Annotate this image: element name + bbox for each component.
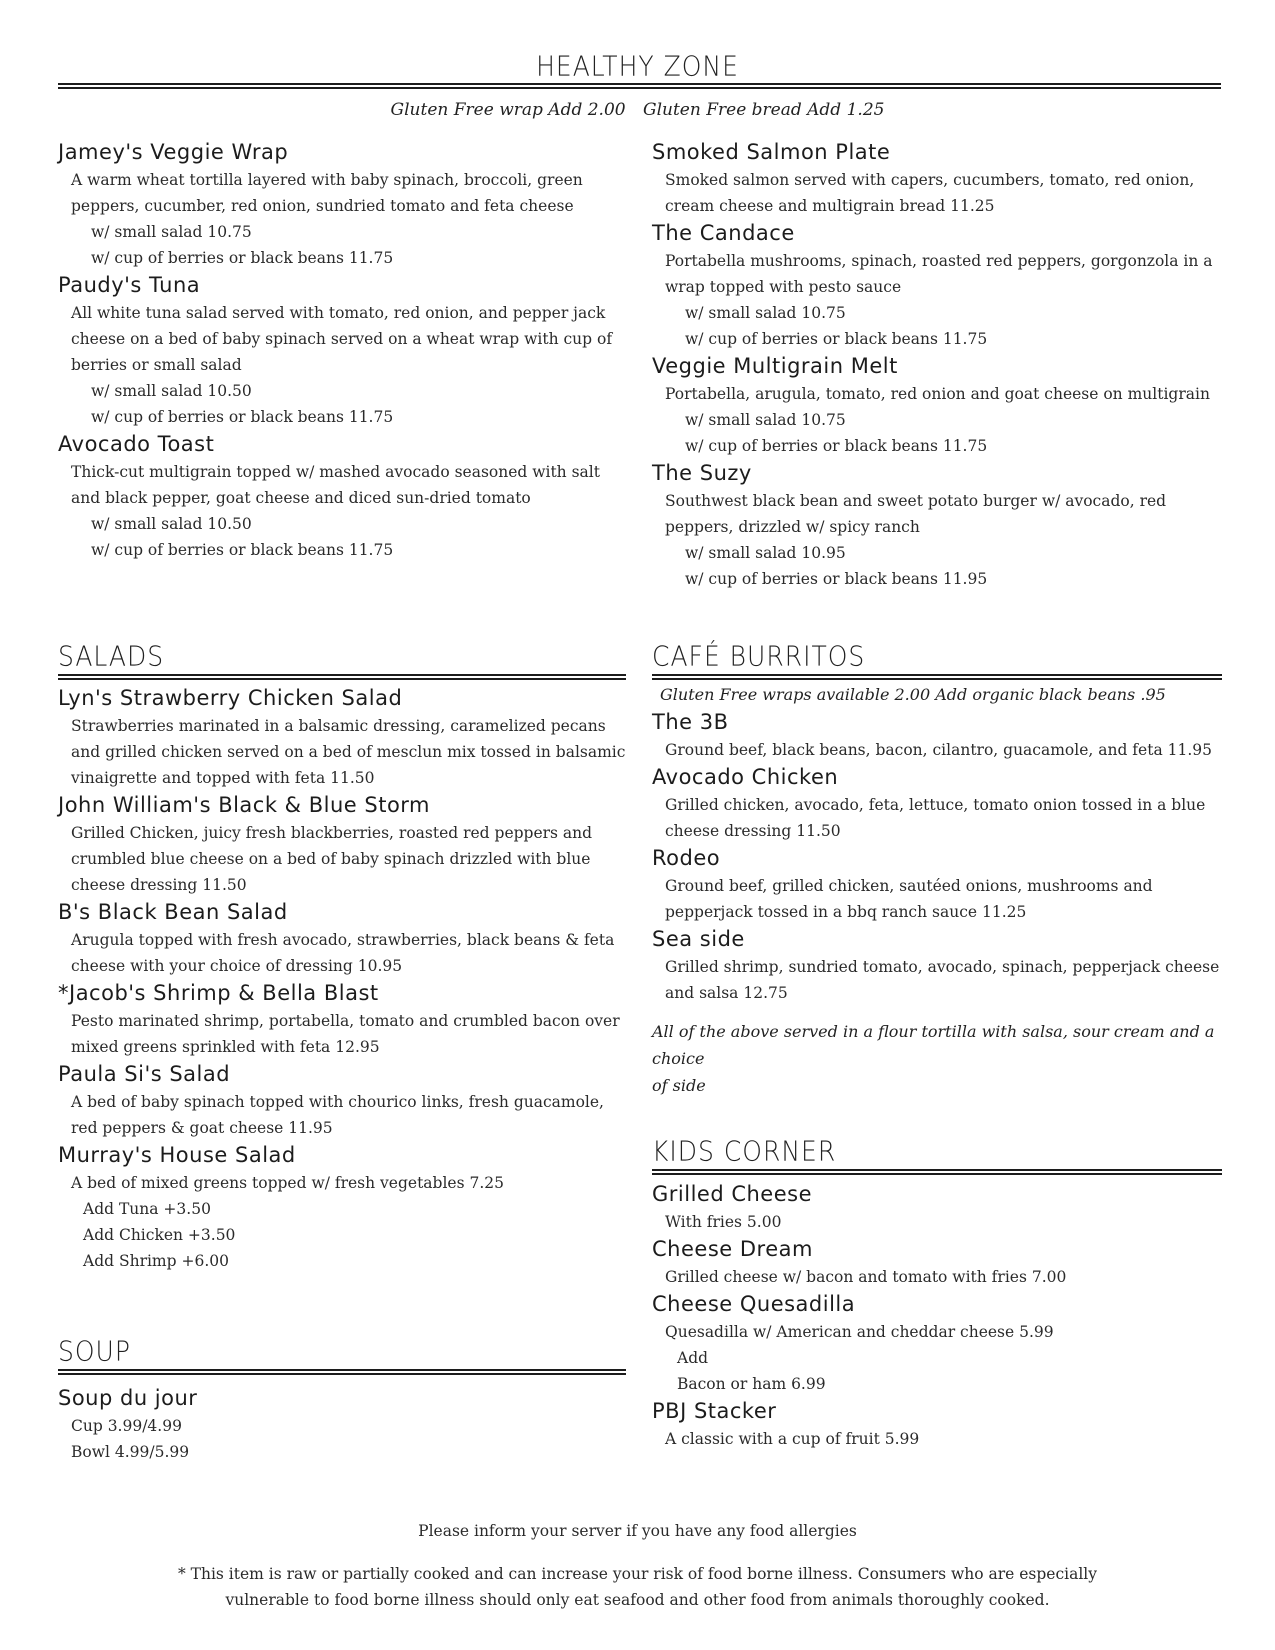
item-description: cream cheese and multigrain bread 11.25 [665, 197, 995, 215]
item-description: A classic with a cup of fruit 5.99 [665, 1430, 920, 1448]
item-name: Soup du jour [58, 1386, 198, 1410]
item-name: Cheese Quesadilla [652, 1292, 856, 1316]
salads-list [58, 684, 638, 1274]
menu-item [652, 763, 1227, 844]
section-divider [58, 1369, 626, 1375]
gluten-free-wrap-note: Gluten Free wrap Add 2.00 [390, 100, 626, 120]
item-name: Sea side [652, 927, 745, 951]
menu-item [652, 1180, 1227, 1235]
item-description: Grilled cheese w/ bacon and tomato with fries 7.00 [665, 1268, 1067, 1286]
item-name: Paudy's Tuna [58, 273, 201, 297]
item-name: Lyn's Strawberry Chicken Salad [58, 686, 403, 710]
menu-item [652, 708, 1227, 763]
item-name: Jamey's Veggie Wrap [58, 140, 289, 164]
item-name: Rodeo [652, 846, 721, 870]
item-option: Add Shrimp +6.00 [83, 1252, 229, 1270]
menu-item [652, 1397, 1227, 1452]
item-option: Add Tuna +3.50 [83, 1200, 211, 1218]
item-description: Strawberries marinated in a balsamic dressing, caramelized pecans [71, 717, 606, 735]
item-option: w/ small salad 10.75 [685, 304, 846, 322]
kids-header [652, 1134, 1222, 1175]
menu-item [652, 219, 1227, 352]
item-description: mixed greens sprinkled with feta 12.95 [71, 1038, 380, 1056]
item-name: The 3B [652, 710, 729, 734]
menu-item [652, 352, 1227, 459]
item-option: Add Chicken +3.50 [83, 1226, 236, 1244]
item-name: Avocado Chicken [652, 765, 839, 789]
item-description: crumbled blue cheese on a bed of baby spinach drizzled with blue [71, 850, 591, 868]
section-title: SOUP [58, 1334, 131, 1368]
item-description: All white tuna salad served with tomato, red onion, and pepper jack [71, 304, 606, 322]
item-option: w/ small salad 10.50 [91, 515, 252, 533]
item-name: Smoked Salmon Plate [652, 140, 891, 164]
item-description: Southwest black bean and sweet potato burger w/ avocado, red [665, 492, 1167, 510]
item-description: cheese dressing 11.50 [71, 876, 247, 894]
section-divider [58, 83, 1221, 89]
menu-item [652, 1235, 1227, 1290]
item-name: Cheese Dream [652, 1237, 813, 1261]
healthy-zone-right-column [652, 138, 1227, 592]
item-description: peppers, drizzled w/ spicy ranch [665, 518, 920, 536]
section-title: SALADS [58, 639, 165, 673]
item-description: vinaigrette and topped with feta 11.50 [71, 769, 375, 787]
item-description: A warm wheat tortilla layered with baby spinach, broccoli, green [71, 171, 583, 189]
menu-item [58, 138, 638, 271]
menu-item [652, 844, 1227, 925]
item-description: and black pepper, goat cheese and diced sun-dried tomato [71, 489, 531, 507]
menu-item [58, 271, 638, 430]
menu-item [58, 1060, 638, 1141]
item-option: w/ cup of berries or black beans 11.95 [685, 570, 988, 588]
menu-item [652, 1290, 1227, 1397]
item-description: Smoked salmon served with capers, cucumbers, tomato, red onion, [665, 171, 1195, 189]
item-description: Grilled chicken, avocado, feta, lettuce, tomato onion tossed in a blue [665, 796, 1206, 814]
item-description: berries or small salad [71, 356, 242, 374]
healthy-zone-left-column [58, 138, 638, 563]
menu-item [652, 925, 1227, 1006]
item-option: w/ cup of berries or black beans 11.75 [91, 249, 394, 267]
kids-list [652, 1180, 1227, 1452]
menu-item [58, 791, 638, 898]
item-option: Add [677, 1349, 709, 1367]
item-description: Cup 3.99/4.99 [71, 1417, 182, 1435]
section-title: KIDS CORNER [652, 1134, 837, 1168]
item-description: Ground beef, black beans, bacon, cilantro, guacamole, and feta 11.95 [665, 741, 1212, 759]
burritos-footer-line: All of the above served in a flour tortilla with salsa, sour cream and a choice [652, 1022, 1215, 1068]
item-description: cheese on a bed of baby spinach served on a wheat wrap with cup of [71, 330, 613, 348]
item-description: cheese dressing 11.50 [665, 822, 841, 840]
item-name: The Candace [652, 221, 795, 245]
soup-header [58, 1334, 626, 1375]
burritos-header [652, 639, 1222, 680]
item-option: w/ small salad 10.95 [685, 544, 846, 562]
item-name: Grilled Cheese [652, 1182, 813, 1206]
menu-item [652, 138, 1227, 219]
item-description: A bed of mixed greens topped w/ fresh vegetables 7.25 [71, 1174, 504, 1192]
burritos-note: Gluten Free wraps available 2.00 Add organic black beans .95 [660, 685, 1166, 704]
allergy-notice: Please inform your server if you have any food allergies [418, 1522, 857, 1540]
healthy-zone-header [0, 49, 1275, 83]
item-description: red peppers & goat cheese 11.95 [71, 1119, 333, 1137]
item-name: Avocado Toast [58, 432, 215, 456]
item-name: John William's Black & Blue Storm [58, 793, 431, 817]
item-option: w/ cup of berries or black beans 11.75 [91, 541, 394, 559]
item-description: With fries 5.00 [665, 1213, 782, 1231]
item-description: Arugula topped with fresh avocado, strawberries, black beans & feta [71, 931, 615, 949]
item-name: B's Black Bean Salad [58, 900, 288, 924]
item-description: pepperjack tossed in a bbq ranch sauce 11.25 [665, 903, 1027, 921]
menu-item [58, 898, 638, 979]
item-description: Portabella, arugula, tomato, red onion and goat cheese on multigrain [665, 385, 1210, 403]
item-description: cheese with your choice of dressing 10.95 [71, 957, 403, 975]
burritos-list [652, 681, 1227, 1099]
item-description: and grilled chicken served on a bed of mesclun mix tossed in balsamic [71, 743, 626, 761]
raw-food-warning: vulnerable to food borne illness should only eat seafood and other food from animals thoroughly cooked. [225, 1591, 1050, 1609]
section-divider [652, 674, 1222, 680]
item-option: w/ cup of berries or black beans 11.75 [91, 408, 394, 426]
menu-item [58, 684, 638, 791]
menu-item [58, 1141, 638, 1274]
item-description: Grilled shrimp, sundried tomato, avocado, spinach, pepperjack cheese [665, 958, 1220, 976]
gluten-free-note [0, 100, 1275, 120]
burritos-footer [652, 1018, 1227, 1099]
item-description: wrap topped with pesto sauce [665, 278, 902, 296]
section-divider [652, 1169, 1222, 1175]
item-option: w/ small salad 10.50 [91, 382, 252, 400]
menu-item [58, 1384, 638, 1465]
item-description: Grilled Chicken, juicy fresh blackberries, roasted red peppers and [71, 824, 593, 842]
gluten-free-bread-note: Gluten Free bread Add 1.25 [643, 100, 885, 120]
item-description: Bowl 4.99/5.99 [71, 1443, 190, 1461]
burritos-footer-line: of side [652, 1076, 706, 1095]
item-name: Paula Si's Salad [58, 1062, 231, 1086]
item-description: Pesto marinated shrimp, portabella, tomato and crumbled bacon over [71, 1012, 620, 1030]
item-name: *Jacob's Shrimp & Bella Blast [58, 981, 379, 1005]
menu-item [58, 430, 638, 563]
item-name: Veggie Multigrain Melt [652, 354, 898, 378]
section-title: HEALTHY ZONE [536, 49, 739, 83]
soup-list [58, 1384, 638, 1465]
item-option: w/ cup of berries or black beans 11.75 [685, 437, 988, 455]
item-description: Ground beef, grilled chicken, sautéed onions, mushrooms and [665, 877, 1153, 895]
menu-item [652, 459, 1227, 592]
item-option: w/ small salad 10.75 [685, 411, 846, 429]
item-name: The Suzy [652, 461, 752, 485]
item-description: Thick-cut multigrain topped w/ mashed avocado seasoned with salt [71, 463, 600, 481]
salads-header [58, 639, 626, 680]
item-description: Quesadilla w/ American and cheddar cheese 5.99 [665, 1323, 1054, 1341]
item-description: and salsa 12.75 [665, 984, 788, 1002]
item-description: Portabella mushrooms, spinach, roasted red peppers, gorgonzola in a [665, 252, 1213, 270]
section-title: CAFÉ BURRITOS [652, 639, 866, 673]
item-description: A bed of baby spinach topped with chourico links, fresh guacamole, [71, 1093, 604, 1111]
item-name: PBJ Stacker [652, 1399, 777, 1423]
item-name: Murray's House Salad [58, 1143, 296, 1167]
section-divider [58, 674, 626, 680]
item-description: peppers, cucumber, red onion, sundried tomato and feta cheese [71, 197, 574, 215]
item-option: w/ small salad 10.75 [91, 223, 252, 241]
item-option: w/ cup of berries or black beans 11.75 [685, 330, 988, 348]
menu-item [58, 979, 638, 1060]
item-option: Bacon or ham 6.99 [677, 1375, 826, 1393]
raw-food-warning: * This item is raw or partially cooked and can increase your risk of food borne illness. Consumers who are especially [177, 1565, 1098, 1583]
